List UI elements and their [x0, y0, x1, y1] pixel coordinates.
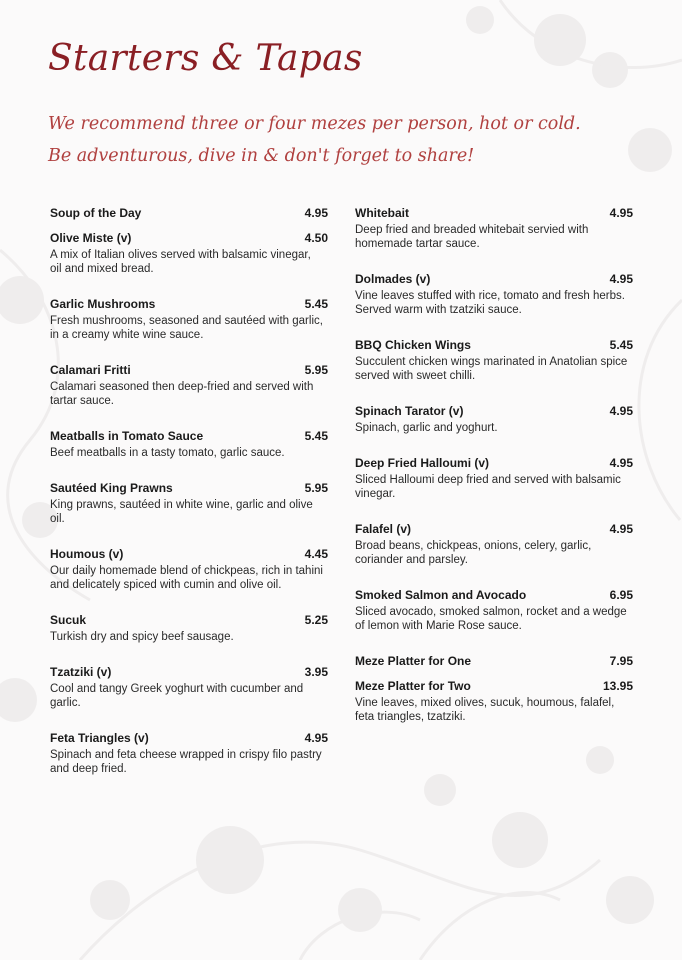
item-name: Deep Fried Halloumi (v): [355, 456, 490, 470]
item-name: Smoked Salmon and Avocado: [355, 588, 527, 602]
menu-item: [355, 521, 633, 567]
intro-line-1: We recommend three or four mezes per person, hot or cold.: [48, 114, 581, 134]
item-name: Houmous (v): [50, 547, 124, 561]
menu-item: [50, 296, 328, 342]
item-price: 3.95: [304, 665, 328, 679]
item-price: 4.95: [304, 731, 328, 745]
item-price: 4.95: [609, 272, 633, 286]
menu-column-left: [50, 205, 328, 796]
item-price: 5.45: [304, 429, 328, 443]
item-description: Succulent chicken wings marinated in Anatolian spice served with sweet chilli.: [355, 356, 628, 382]
menu-item: [50, 362, 328, 408]
item-price: 4.95: [609, 404, 633, 418]
item-price: 4.95: [609, 522, 633, 536]
item-price: 5.95: [304, 363, 328, 377]
item-name: Whitebait: [355, 206, 409, 220]
item-name: Tzatziki (v): [50, 665, 112, 679]
item-name: Olive Miste (v): [50, 231, 132, 245]
menu-item: [355, 271, 633, 317]
item-description: King prawns, sautéed in white wine, garlic and olive oil.: [50, 499, 313, 525]
item-price: 4.95: [304, 206, 328, 220]
menu-item: [355, 653, 633, 669]
item-description: Vine leaves stuffed with rice, tomato and fresh herbs. Served warm with tzatziki sauce.: [355, 290, 625, 316]
menu-item: [355, 678, 633, 724]
item-description: Vine leaves, mixed olives, sucuk, houmous, falafel, feta triangles, tzatziki.: [355, 697, 615, 723]
menu-item: [50, 612, 328, 644]
item-description: A mix of Italian olives served with balsamic vinegar, oil and mixed bread.: [50, 249, 311, 275]
menu-item: [50, 546, 328, 592]
item-description: Our daily homemade blend of chickpeas, rich in tahini and delicately spiced with cumin and olive oil.: [50, 565, 323, 591]
item-price: 5.45: [609, 338, 633, 352]
menu-item: [355, 205, 633, 251]
item-name: Spinach Tarator (v): [355, 404, 464, 418]
menu-item: [50, 480, 328, 526]
item-description: Cool and tangy Greek yoghurt with cucumber and garlic.: [50, 683, 304, 709]
item-price: 6.95: [609, 588, 633, 602]
item-name: Soup of the Day: [50, 206, 142, 220]
item-price: 4.95: [609, 456, 633, 470]
item-price: 4.50: [304, 231, 328, 245]
item-description: Beef meatballs in a tasty tomato, garlic sauce.: [50, 447, 285, 459]
item-name: Feta Triangles (v): [50, 731, 149, 745]
item-description: Fresh mushrooms, seasoned and sautéed with garlic, in a creamy white wine sauce.: [50, 315, 323, 341]
intro-line-2: Be adventurous, dive in & don't forget to share!: [48, 146, 475, 166]
item-name: Garlic Mushrooms: [50, 297, 156, 311]
item-description: Broad beans, chickpeas, onions, celery, garlic, coriander and parsley.: [355, 540, 592, 566]
intro-text: [48, 108, 648, 172]
menu-item: [355, 403, 633, 435]
menu-item: [355, 455, 633, 501]
item-description: Sliced avocado, smoked salmon, rocket and a wedge of lemon with Marie Rose sauce.: [355, 606, 627, 632]
item-name: Meze Platter for One: [355, 654, 472, 668]
item-name: Calamari Fritti: [50, 363, 131, 377]
menu-item: [50, 428, 328, 460]
item-name: Meze Platter for Two: [355, 679, 471, 693]
menu-item: [50, 230, 328, 276]
item-price: 5.45: [304, 297, 328, 311]
item-description: Calamari seasoned then deep-fried and served with tartar sauce.: [50, 381, 314, 407]
item-name: Dolmades (v): [355, 272, 431, 286]
item-price: 7.95: [609, 654, 633, 668]
item-price: 5.25: [304, 613, 328, 627]
item-description: Spinach, garlic and yoghurt.: [355, 422, 498, 434]
menu-item: [50, 205, 328, 221]
item-description: Deep fried and breaded whitebait servied with homemade tartar sauce.: [355, 224, 589, 250]
menu-column-right: [355, 205, 633, 744]
item-price: 4.45: [304, 547, 328, 561]
item-name: Sucuk: [50, 613, 87, 627]
item-name: Sautéed King Prawns: [50, 481, 173, 495]
item-description: Turkish dry and spicy beef sausage.: [50, 631, 234, 643]
page-title: Starters & Tapas: [48, 38, 363, 79]
item-price: 5.95: [304, 481, 328, 495]
item-price: 13.95: [602, 679, 633, 693]
item-description: Sliced Halloumi deep fried and served with balsamic vinegar.: [355, 474, 621, 500]
item-name: Falafel (v): [355, 522, 412, 536]
item-description: Spinach and feta cheese wrapped in crispy filo pastry and deep fried.: [50, 749, 322, 775]
menu-item: [50, 664, 328, 710]
menu-item: [50, 730, 328, 776]
menu-item: [355, 337, 633, 383]
item-price: 4.95: [609, 206, 633, 220]
item-name: Meatballs in Tomato Sauce: [50, 429, 204, 443]
item-name: BBQ Chicken Wings: [355, 338, 471, 352]
menu-item: [355, 587, 633, 633]
